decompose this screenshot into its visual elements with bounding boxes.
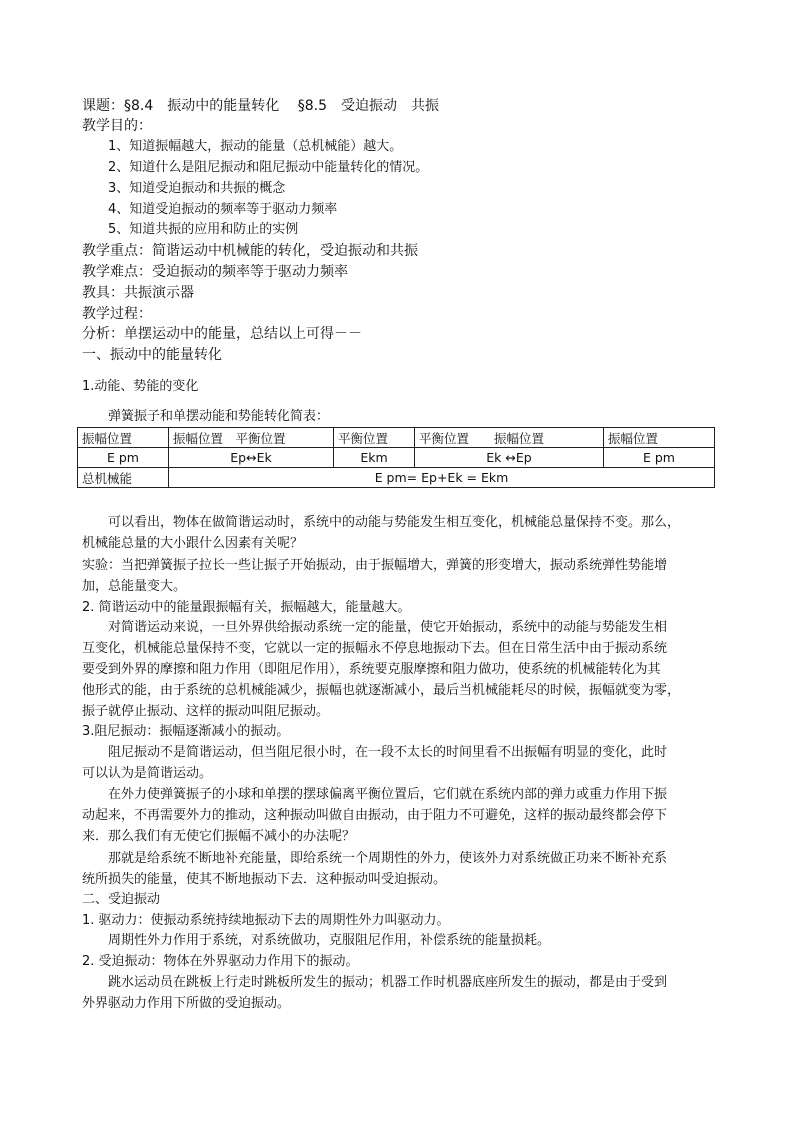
- table-cell: E pm: [78, 448, 169, 468]
- table-caption: 弹簧振子和单摆动能和势能转化简表：: [108, 409, 330, 424]
- s2-point-1: 1. 驱动力：使振动系统持续地振动下去的周期性外力叫驱动力。: [82, 913, 450, 928]
- energy-table: [77, 427, 715, 488]
- goal-item: 3、知道受迫振动和共振的概念: [108, 181, 286, 196]
- point-3: 3.阻尼振动：振幅逐渐减小的振动。: [82, 724, 290, 739]
- table-cell: Ekm: [334, 448, 415, 468]
- paragraph-line: 外界驱动力作用下所做的受迫振动。: [82, 996, 291, 1011]
- table-cell: 振幅位置 平衡位置: [169, 428, 334, 448]
- table-cell: 平衡位置: [334, 428, 415, 448]
- point-2: 2. 简谐运动中的能量跟振幅有关，振幅越大，能量越大。: [82, 600, 411, 615]
- table-cell: E pm: [604, 448, 715, 468]
- table-cell: 平衡位置 振幅位置: [415, 428, 604, 448]
- difficulty: 教学难点：受迫振动的频率等于驱动力频率: [82, 264, 348, 280]
- paragraph-line: 可以认为是简谐运动。: [82, 766, 213, 781]
- goal-item: 2、知道什么是阻尼振动和阻尼振动中能量转化的情况。: [108, 160, 429, 175]
- paragraph-line: 统所损失的能量，使其不断地振动下去．这种振动叫受迫振动。: [82, 872, 447, 887]
- s2-point-2: 2. 受迫振动：物体在外界驱动力作用下的振动。: [82, 954, 359, 969]
- key-point: 教学重点：简谐运动中机械能的转化，受迫振动和共振: [82, 243, 418, 259]
- section-heading-1: 一、振动中的能量转化: [82, 347, 222, 363]
- paragraph-line: 互变化，机械能总量保持不变，它就以一定的振幅永不停息地振动下去。但在日常生活中由于振动系统: [82, 641, 668, 656]
- teaching-tools: 教具：共振演示器: [82, 285, 194, 301]
- paragraph-line: 周期性外力作用于系统，对系统做功，克服阻尼作用，补偿系统的能量损耗。: [108, 933, 551, 948]
- subheading-1: 1.动能、势能的变化: [82, 379, 199, 394]
- table-row: [78, 448, 715, 468]
- analysis: 分析：单摆运动中的能量，总结以上可得－－: [82, 326, 362, 342]
- table-row: [78, 428, 715, 448]
- paragraph-line: 可以看出，物体在做简谐运动时，系统中的动能与势能发生相互变化，机械能总量保持不变。那么，: [108, 515, 681, 530]
- lesson-title: 课题：§8.4 振动中的能量转化 §8.5 受迫振动 共振: [82, 98, 439, 114]
- paragraph-line: 那就是给系统不断地补充能量，即给系统一个周期性的外力，使该外力对系统做正功来不断补充系: [108, 851, 668, 866]
- goal-item: 1、知道振幅越大，振动的能量（总机械能）越大。: [108, 139, 403, 154]
- paragraph-line: 要受到外界的摩擦和阻力作用（即阻尼作用），系统要克服摩擦和阻力做功，使系统的机械能转化为其: [82, 662, 661, 677]
- table-cell: Ep↔Ek: [169, 448, 334, 468]
- goal-item: 4、知道受迫振动的频率等于驱动力频率: [108, 202, 338, 217]
- table-cell: 振幅位置: [78, 428, 169, 448]
- section-heading-2: 二、受迫振动: [82, 892, 161, 907]
- goal-item: 5、知道共振的应用和防止的实例: [108, 222, 299, 237]
- paragraph-line: 实验：当把弹簧振子拉长一些让振子开始振动，由于振幅增大，弹簧的形变增大，振动系统弹性势能增: [82, 558, 668, 573]
- table-cell: 振幅位置: [604, 428, 715, 448]
- paragraph-line: 动起来，不再需要外力的推动，这种振动叫做自由振动，由于阻力不可避免，这样的振动最终都会停下: [82, 808, 668, 823]
- table-cell: E pm= Ep+Ek = Ekm: [169, 468, 715, 488]
- paragraph-line: 振子就停止振动、这样的振动叫阻尼振动。: [82, 704, 330, 719]
- paragraph-line: 来．那么我们有无使它们振幅不减小的办法呢？: [82, 829, 356, 844]
- paragraph-line: 加，总能量变大。: [82, 579, 187, 594]
- table-cell: 总机械能: [78, 468, 169, 488]
- paragraph-line: 对简谐运动来说，一旦外界供给振动系统一定的能量，使它开始振动，系统中的动能与势能发生相: [108, 620, 668, 635]
- table-cell: Ek ↔Ep: [415, 448, 604, 468]
- paragraph-line: 机械能总量的大小跟什么因素有关呢？: [82, 536, 304, 551]
- goals-label: 教学目的：: [82, 118, 152, 134]
- table-row: [78, 468, 715, 488]
- process-label: 教学过程：: [82, 306, 152, 322]
- paragraph-line: 在外力使弹簧振子的小球和单摆的摆球偏离平衡位置后，它们就在系统内部的弹力或重力作用下振: [108, 787, 668, 802]
- paragraph-line: 他形式的能，由于系统的总机械能减少，振幅也就逐渐减小，最后当机械能耗尽的时候，振幅就变为零，: [82, 683, 681, 698]
- paragraph-line: 阻尼振动不是简谐运动，但当阻尼很小时，在一段不太长的时间里看不出振幅有明显的变化，此时: [108, 745, 668, 760]
- paragraph-line: 跳水运动员在跳板上行走时跳板所发生的振动；机器工作时机器底座所发生的振动，都是由于受到: [108, 975, 668, 990]
